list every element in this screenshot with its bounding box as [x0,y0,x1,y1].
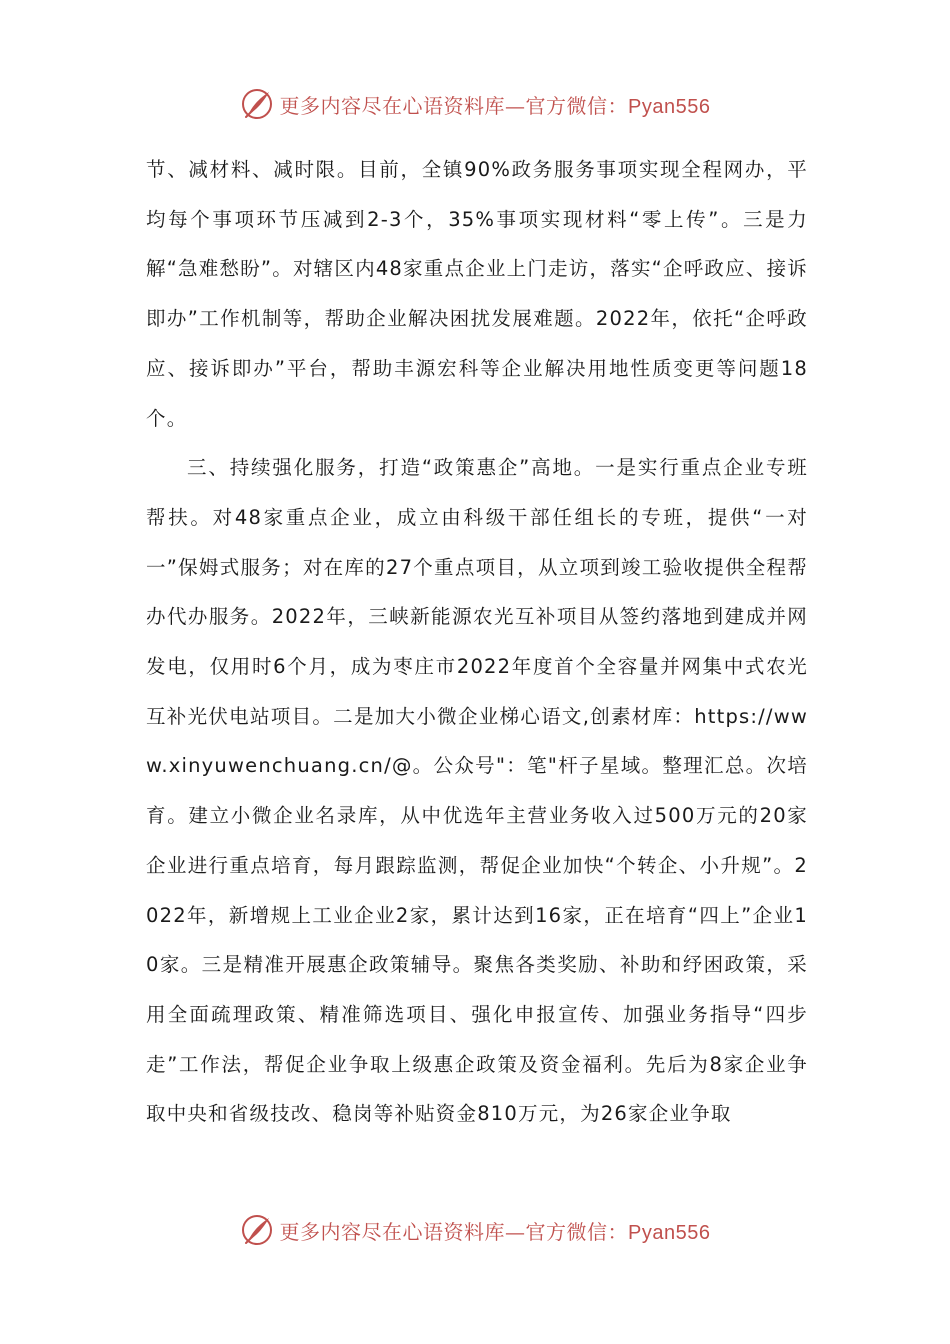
footer-banner-text: 更多内容尽在心语资料库—官方微信：Pyan556 [279,1219,711,1244]
paragraph: 节、减材料、减时限。目前，全镇90%政务服务事项实现全程网办，平均每个事项环节压减到2-3个，35%事项实现材料“零上传”。三是力解“急难愁盼”。对辖区内48家重点企业上门走访，落实“企呼政应、接诉即办”工作机制等，帮助企业解决困扰发展难题。2022年，依托“企呼政应、接诉即办”平台，帮助丰源宏科等企业解决用地性质变更等问题18个。 [146,158,808,430]
header-banner-text: 更多内容尽在心语资料库—官方微信：Pyan556 [279,93,711,118]
paragraph: 三、持续强化服务，打造“政策惠企”高地。一是实行重点企业专班帮扶。对48家重点企业，成立由科级干部任组长的专班，提供“一对一”保姆式服务；对在库的27个重点项目，从立项到竣工验收提供全程帮办代办服务。2022年，三峡新能源农光互补项目从签约落地到建成并网发电，仅用时6个月，成为枣庄市2022年度首个全容量并网集中式农光互补光伏电站项目。二是加大小微企业梯心语文,创素材库：https://www.xinyuwenchuang.cn/@。公众号"：笔"杆子星域。整理汇总。次培育。建立小微企业名录库，从中优选年主营业务收入过500万元的20家企业进行重点培育，每月跟踪监测，帮促企业加快“个转企、小升规”。2022年，新增规上工业企业2家，累计达到16家，正在培育“四上”企业10家。三是精准开展惠企政策辅导。聚焦各类奖励、补助和纾困政策，采用全面疏理政策、精准筛选项目、强化申报宣传、加强业务指导“四步走”工作法，帮促企业争取上级惠企政策及资金福利。先后为8家企业争取中央和省级技改、稳岗等补贴资金810万元，为26家企业争取 [146,456,808,1126]
footer-banner [0,1208,950,1252]
quill-pen-logo-icon [240,87,274,121]
document-body [146,145,808,1139]
quill-pen-logo-icon [240,1213,274,1247]
footer-wechat-handle: Pyan556 [628,1221,711,1244]
header-wechat-handle: Pyan556 [628,95,711,118]
header-banner [0,82,950,126]
